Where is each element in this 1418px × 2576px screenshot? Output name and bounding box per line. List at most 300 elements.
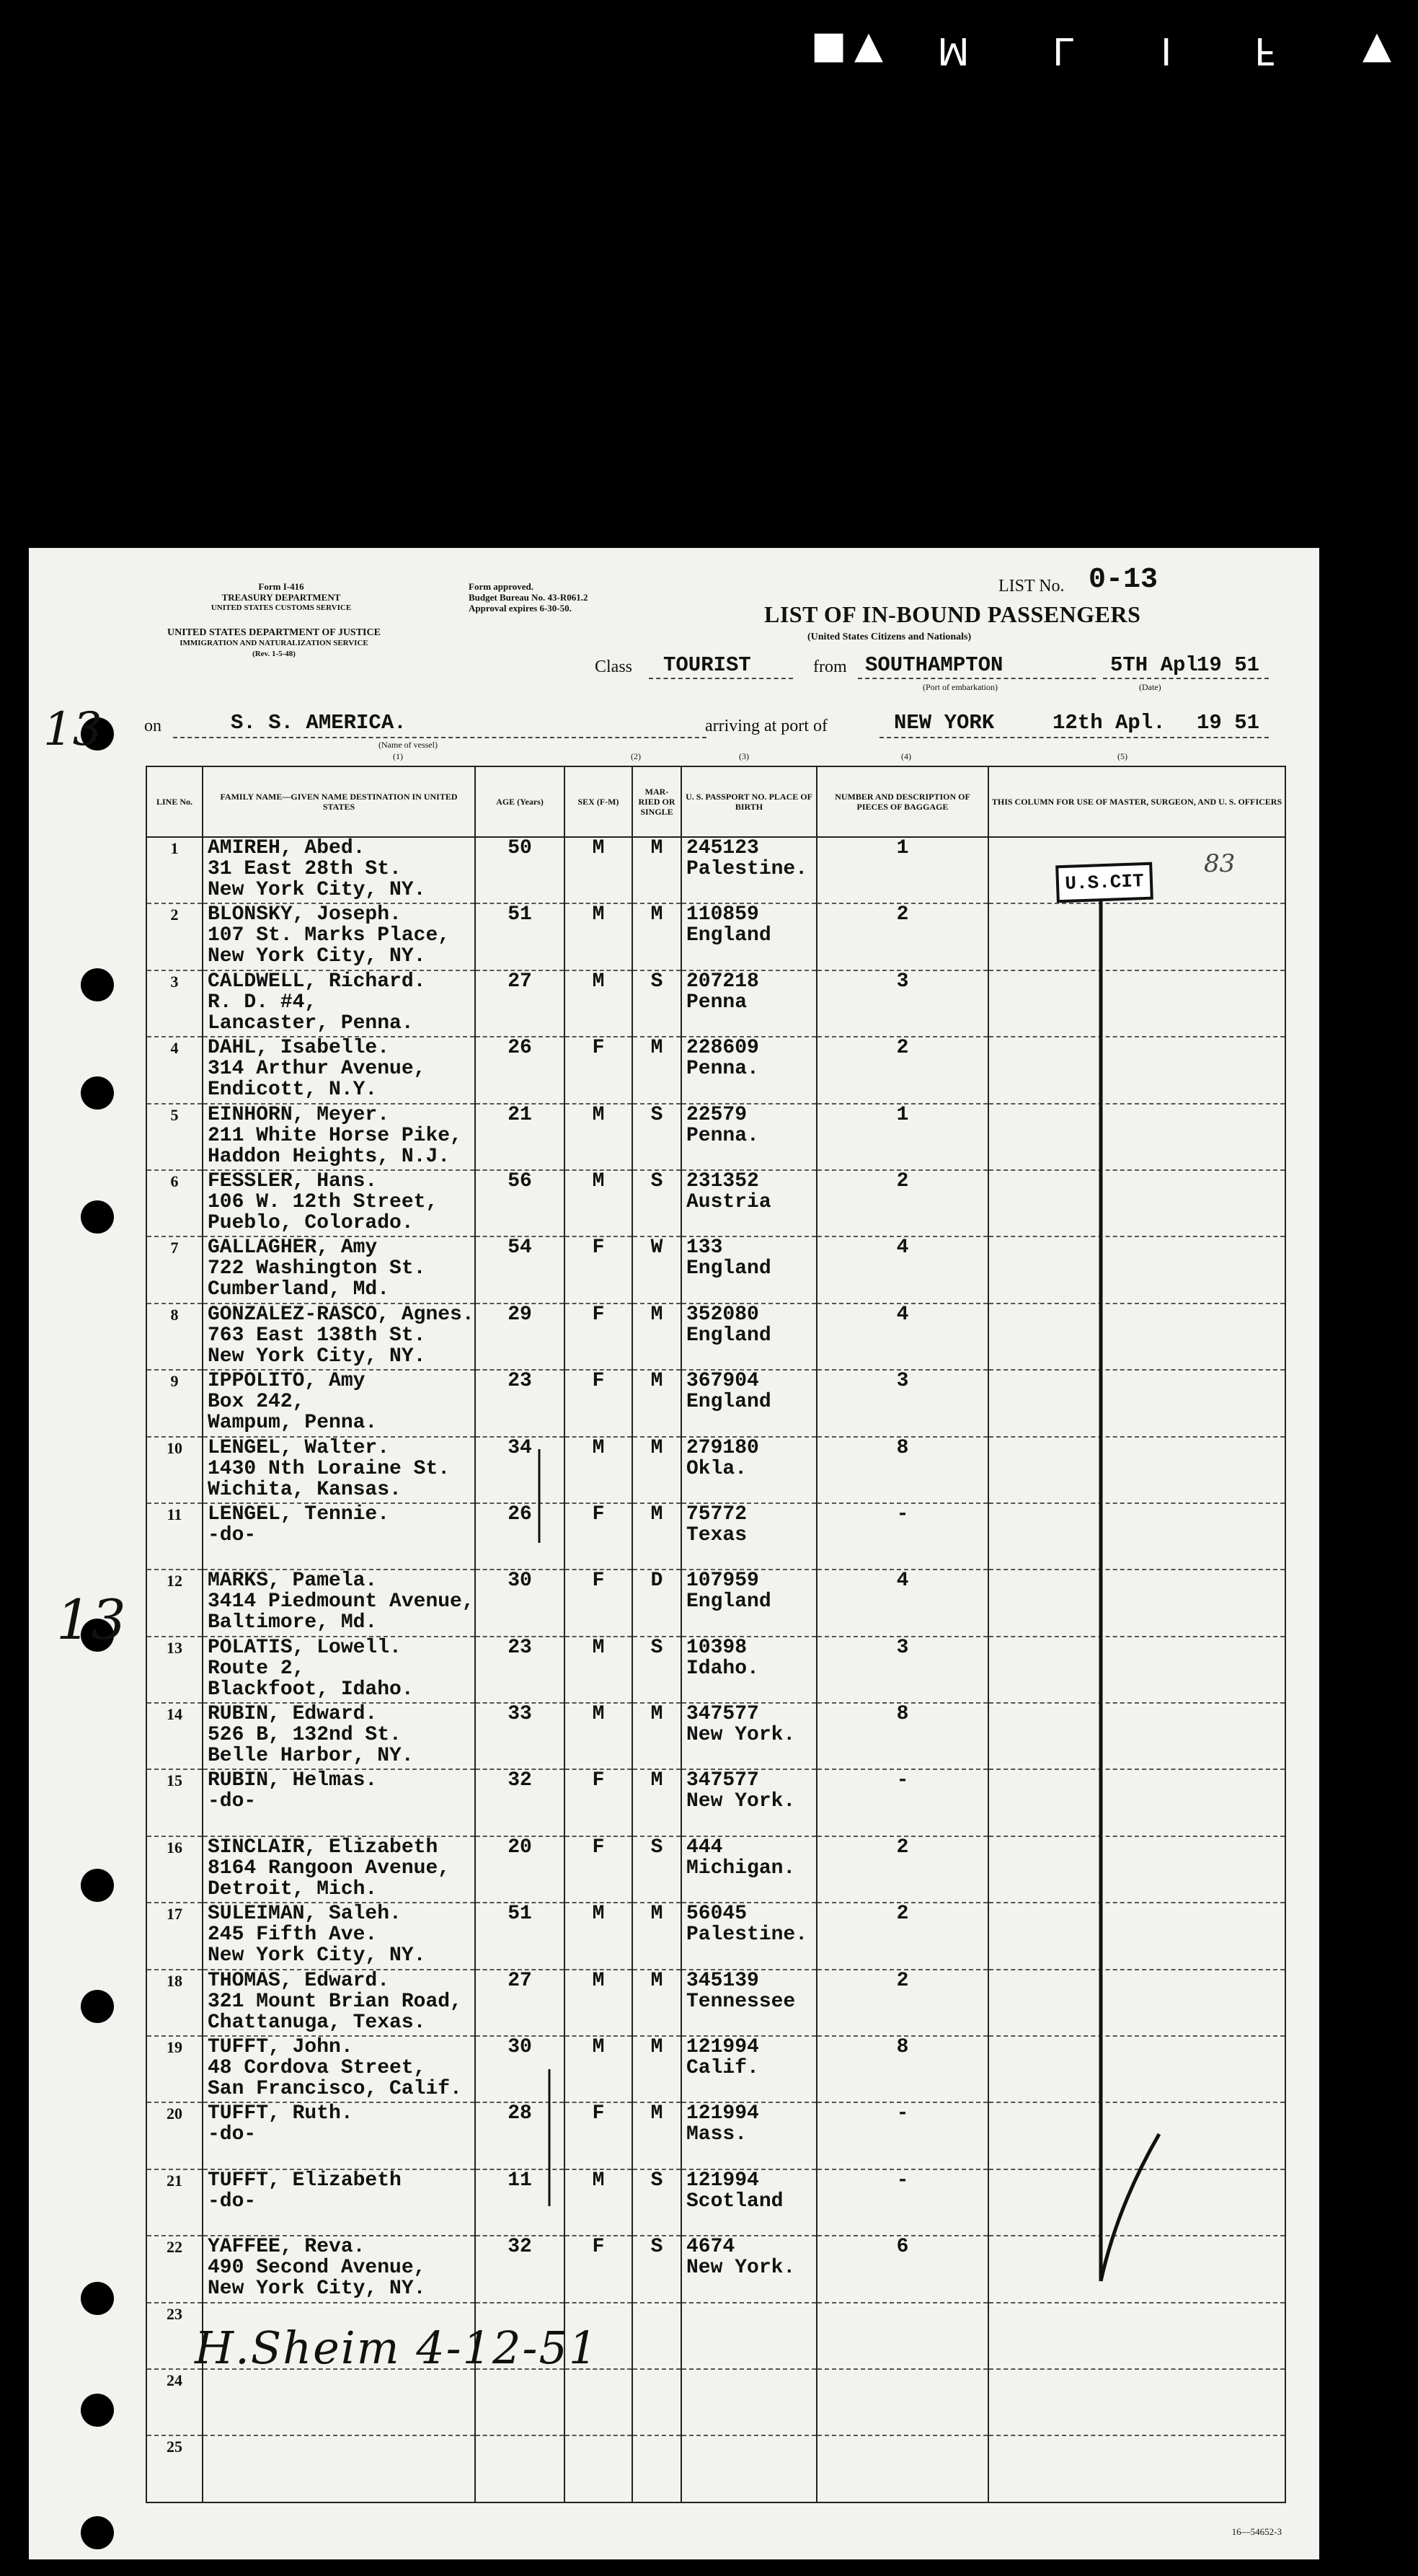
- passport-cell: [681, 1970, 817, 2036]
- line-number: 18: [167, 1971, 182, 1990]
- passenger-name: SULEIMAN, Saleh.: [208, 1903, 402, 1926]
- name-destination-cell: [203, 1836, 475, 1903]
- name-destination-cell: [203, 1037, 475, 1103]
- passport-number: 207218: [686, 970, 759, 993]
- age-cell: [475, 1570, 564, 1636]
- baggage-count: 2: [896, 1169, 909, 1192]
- table-row: [146, 1236, 1285, 1303]
- marital-status: M: [650, 1903, 663, 1926]
- place-of-birth: New York.: [686, 1790, 796, 1813]
- marital-status: M: [650, 1969, 663, 1992]
- line-number-cell: [146, 970, 203, 1037]
- marital-status: M: [650, 1769, 663, 1792]
- age-cell: [475, 903, 564, 970]
- age: 26: [508, 1502, 532, 1526]
- passenger-name: GALLAGHER, Amy: [208, 1236, 378, 1260]
- film-mark-square: ■: [811, 29, 847, 72]
- address-line-2: New York City, NY.: [208, 2278, 426, 2301]
- married-cell: [632, 1970, 681, 2036]
- age: 23: [508, 1370, 532, 1393]
- age-cell: [475, 1370, 564, 1436]
- table-row: [146, 1503, 1285, 1570]
- sex: M: [592, 1969, 605, 1992]
- sex-cell: [564, 1304, 632, 1370]
- passenger-name: SINCLAIR, Elizabeth: [208, 1836, 438, 1859]
- married-cell: [632, 1304, 681, 1370]
- age: 32: [508, 2236, 532, 2259]
- sex: M: [592, 1436, 605, 1459]
- list-no-value: 0-13: [1089, 564, 1158, 596]
- officer-use-cell: [988, 1637, 1285, 1703]
- line-number: 15: [167, 1771, 182, 1790]
- class-underline: [649, 678, 793, 679]
- film-mark-i: I: [1161, 29, 1172, 72]
- address-line-1: 321 Mount Brian Road,: [208, 1990, 462, 2013]
- address-line-1: 48 Cordova Street,: [208, 2057, 426, 2080]
- sex-cell: [564, 1104, 632, 1170]
- name-destination-cell: [203, 1970, 475, 2036]
- passenger-name: THOMAS, Edward.: [208, 1969, 390, 1992]
- sex-cell: [564, 1836, 632, 1903]
- baggage-cell: [817, 2236, 988, 2302]
- sex-cell: [564, 2036, 632, 2102]
- marital-status: S: [650, 970, 663, 993]
- married-cell: [632, 1903, 681, 1969]
- officer-use-cell: [988, 1037, 1285, 1103]
- line-number: 2: [170, 906, 179, 924]
- punch-hole: [81, 2516, 114, 2549]
- name-destination-cell: [203, 1437, 475, 1503]
- passport-number: 345139: [686, 1969, 759, 1992]
- passport-cell: [681, 1370, 817, 1436]
- baggage-cell: [817, 1370, 988, 1436]
- name-destination-cell: [203, 1370, 475, 1436]
- passport-cell: [681, 1836, 817, 1903]
- passenger-name: CALDWELL, Richard.: [208, 970, 426, 993]
- baggage-cell: [817, 1104, 988, 1170]
- arrival-year: 19 51: [1197, 711, 1260, 735]
- address-line-1: 1430 Nth Loraine St.: [208, 1457, 451, 1480]
- line-number: 14: [167, 1705, 182, 1724]
- address-line-2: Chattanuga, Texas.: [208, 2011, 426, 2034]
- address-line-1: 763 East 138th St.: [208, 1324, 426, 1347]
- table-row: [146, 2435, 1285, 2502]
- baggage-count: 8: [896, 1703, 909, 1726]
- line-number-cell: [146, 1304, 203, 1370]
- baggage-count: 4: [896, 1303, 909, 1326]
- punch-hole: [81, 1869, 114, 1902]
- table-row: [146, 1037, 1285, 1103]
- passport-cell: [681, 2236, 817, 2302]
- passport-cell: [681, 1503, 817, 1570]
- punch-hole: [81, 968, 114, 1001]
- officer-use-cell: [988, 1170, 1285, 1236]
- from-label: from: [813, 658, 847, 676]
- line-number: 7: [170, 1239, 179, 1257]
- address-line-2: New York City, NY.: [208, 879, 426, 901]
- passport-number: 121994: [686, 2102, 759, 2125]
- baggage-cell: [817, 1703, 988, 1769]
- marital-status: M: [650, 1370, 663, 1393]
- baggage-count: -: [896, 1502, 909, 1526]
- age-cell: [475, 2435, 564, 2502]
- line-number: 21: [167, 2171, 182, 2190]
- age: 33: [508, 1703, 532, 1726]
- class-label: Class: [595, 658, 633, 676]
- line-number: 4: [170, 1039, 179, 1058]
- line-number: 8: [170, 1305, 179, 1324]
- film-mark-l: L: [1053, 29, 1073, 72]
- line-number: 6: [170, 1172, 179, 1190]
- table-row: [146, 2102, 1285, 2169]
- sex-cell: [564, 1903, 632, 1969]
- sex: M: [592, 970, 605, 993]
- married-cell: [632, 1236, 681, 1303]
- sex-cell: [564, 903, 632, 970]
- line-number: 24: [167, 2371, 182, 2389]
- address-line-1: 722 Washington St.: [208, 1257, 426, 1280]
- married-cell: [632, 1836, 681, 1903]
- address-line-1: 211 White Horse Pike,: [208, 1124, 462, 1147]
- baggage-count: 3: [896, 1370, 909, 1393]
- line-number: 19: [167, 2038, 182, 2057]
- place-of-birth: Palestine.: [686, 1924, 808, 1947]
- address-line-1: 3414 Piedmount Avenue,: [208, 1590, 474, 1614]
- sex-cell: [564, 1970, 632, 2036]
- officer-use-cell: [988, 1836, 1285, 1903]
- sex-cell: [564, 1370, 632, 1436]
- passenger-rows: [146, 837, 1285, 2502]
- sex-cell: [564, 1703, 632, 1769]
- age: 28: [508, 2102, 532, 2125]
- passenger-name: RUBIN, Edward.: [208, 1703, 378, 1726]
- table-row: [146, 970, 1285, 1037]
- name-destination-cell: [203, 2102, 475, 2169]
- officer-use-cell: [988, 2236, 1285, 2302]
- address-line-2: Wampum, Penna.: [208, 1412, 378, 1435]
- table-row: [146, 1703, 1285, 1769]
- address-line-1: -do-: [208, 2123, 257, 2146]
- line-number-cell: [146, 1769, 203, 1836]
- line-number-cell: [146, 1236, 203, 1303]
- baggage-cell: [817, 2303, 988, 2369]
- age-cell: [475, 1304, 564, 1370]
- officer-use-cell: [988, 1970, 1285, 2036]
- place-of-birth: Idaho.: [686, 1657, 759, 1680]
- department-name: TREASURY DEPARTMENT: [221, 592, 341, 603]
- address-line-2: Haddon Heights, N.J.: [208, 1145, 451, 1168]
- baggage-count: -: [896, 1769, 909, 1792]
- age-cell: [475, 837, 564, 903]
- sex: F: [592, 1370, 605, 1393]
- baggage-cell: [817, 1304, 988, 1370]
- age-cell: [475, 1703, 564, 1769]
- baggage-cell: [817, 1769, 988, 1836]
- list-no-label: LIST No.: [998, 577, 1065, 596]
- passenger-name: GONZALEZ-RASCO, Agnes.: [208, 1303, 474, 1326]
- passport-number: 22579: [686, 1103, 748, 1126]
- baggage-count: 4: [896, 1236, 909, 1260]
- age-cell: [475, 1970, 564, 2036]
- officer-use-cell: [988, 2369, 1285, 2435]
- age: 56: [508, 1169, 532, 1192]
- from-underline: [858, 678, 1096, 679]
- age: 21: [508, 1103, 532, 1126]
- address-line-2: Belle Harbor, NY.: [208, 1745, 414, 1768]
- married-cell: [632, 2169, 681, 2236]
- punch-hole: [81, 1990, 114, 2023]
- baggage-cell: [817, 2169, 988, 2236]
- line-number: 22: [167, 2238, 182, 2257]
- vessel-caption: (Name of vessel): [378, 740, 438, 750]
- passport-number: 133: [686, 1236, 723, 1260]
- address-line-2: Blackfoot, Idaho.: [208, 1678, 414, 1701]
- baggage-cell: [817, 1170, 988, 1236]
- passport-cell: [681, 2036, 817, 2102]
- table-header-row: [146, 766, 1285, 837]
- age: 54: [508, 1236, 532, 1260]
- age-cell: [475, 1836, 564, 1903]
- table-row: [146, 2369, 1285, 2435]
- table-row: [146, 1304, 1285, 1370]
- table-row: [146, 1836, 1285, 1903]
- age: 26: [508, 1037, 532, 1060]
- sex: F: [592, 1570, 605, 1593]
- baggage-cell: [817, 970, 988, 1037]
- baggage-count: 2: [896, 1836, 909, 1859]
- passport-number: 75772: [686, 1502, 748, 1526]
- line-number-cell: [146, 903, 203, 970]
- married-cell: [632, 1104, 681, 1170]
- age: 27: [508, 1969, 532, 1992]
- form-header-treasury: [195, 581, 368, 614]
- line-number: 1: [170, 839, 179, 857]
- name-destination-cell: [203, 903, 475, 970]
- name-destination-cell: [203, 1570, 475, 1636]
- film-mark-triangle-left: ▼: [854, 29, 883, 72]
- line-number-cell: [146, 2236, 203, 2302]
- age: 20: [508, 1836, 532, 1859]
- film-mark-f: F: [1254, 29, 1276, 72]
- passenger-name: LENGEL, Tennie.: [208, 1502, 390, 1526]
- age: 51: [508, 903, 532, 926]
- line-number-cell: [146, 1104, 203, 1170]
- passport-number: 121994: [686, 2169, 759, 2192]
- married-cell: [632, 1703, 681, 1769]
- film-strip-marks: [793, 29, 1418, 72]
- age-cell: [475, 1104, 564, 1170]
- line-number-cell: [146, 2102, 203, 2169]
- punch-hole: [81, 2394, 114, 2427]
- age-cell: [475, 1903, 564, 1969]
- sex-cell: [564, 837, 632, 903]
- baggage-count: -: [896, 2169, 909, 2192]
- line-number-cell: [146, 837, 203, 903]
- married-cell: [632, 2236, 681, 2302]
- form-header-justice: [130, 627, 418, 660]
- age-cell: [475, 970, 564, 1037]
- sex: M: [592, 1703, 605, 1726]
- place-of-birth: Palestine.: [686, 858, 808, 880]
- table-row: [146, 2236, 1285, 2302]
- age-cell: [475, 2036, 564, 2102]
- film-mark-triangle-right: ▼: [1362, 29, 1391, 72]
- sex-cell: [564, 2435, 632, 2502]
- line-number: 20: [167, 2104, 182, 2123]
- marital-status: S: [650, 1103, 663, 1126]
- baggage-count: 8: [896, 2036, 909, 2059]
- name-destination-cell: [203, 2435, 475, 2502]
- col-3-caption: (3): [739, 751, 749, 761]
- officer-use-cell: [988, 2169, 1285, 2236]
- passenger-table: [146, 766, 1286, 2503]
- on-label: on: [144, 717, 161, 735]
- col-2-caption: (2): [631, 751, 641, 761]
- baggage-cell: [817, 1037, 988, 1103]
- passport-cell: [681, 837, 817, 903]
- sex: F: [592, 2102, 605, 2125]
- passenger-name: MARKS, Pamela.: [208, 1570, 378, 1593]
- sex-cell: [564, 2236, 632, 2302]
- passport-cell: [681, 2369, 817, 2435]
- name-destination-cell: [203, 970, 475, 1037]
- marital-status: S: [650, 1836, 663, 1859]
- line-number-cell: [146, 2036, 203, 2102]
- margin-number: 13: [43, 703, 102, 756]
- place-of-birth: Tennessee: [686, 1990, 796, 2013]
- col-passport-header: U. S. PASSPORT NO. PLACE OF BIRTH: [681, 766, 817, 837]
- address-line-1: R. D. #4,: [208, 991, 317, 1014]
- table-row: [146, 2036, 1285, 2102]
- married-cell: [632, 837, 681, 903]
- married-cell: [632, 1370, 681, 1436]
- address-line-2: Pueblo, Colorado.: [208, 1211, 414, 1234]
- marital-status: D: [650, 1570, 663, 1593]
- passport-cell: [681, 1903, 817, 1969]
- from-caption: (Port of embarkation): [923, 682, 998, 692]
- passport-number: 10398: [686, 1636, 748, 1659]
- service-name: UNITED STATES CUSTOMS SERVICE: [211, 603, 352, 612]
- line-number: 10: [167, 1438, 182, 1457]
- age: 29: [508, 1303, 532, 1326]
- officer-use-cell: [988, 1703, 1285, 1769]
- passport-cell: [681, 2435, 817, 2502]
- married-cell: [632, 2036, 681, 2102]
- name-destination-cell: [203, 2036, 475, 2102]
- passport-cell: [681, 1037, 817, 1103]
- place-of-birth: Scotland: [686, 2190, 784, 2213]
- from-value: SOUTHAMPTON: [865, 653, 1003, 677]
- marital-status: M: [650, 2102, 663, 2125]
- name-destination-cell: [203, 837, 475, 903]
- class-value: TOURIST: [663, 653, 751, 677]
- address-line-2: Wichita, Kansas.: [208, 1478, 402, 1501]
- address-line-2: Endicott, N.Y.: [208, 1079, 378, 1102]
- address-line-1: 490 Second Avenue,: [208, 2257, 426, 2280]
- form-subtitle: (United States Citizens and Nationals): [807, 632, 972, 642]
- passport-cell: [681, 2303, 817, 2369]
- age-cell: [475, 1637, 564, 1703]
- line-number-cell: [146, 2169, 203, 2236]
- passport-cell: [681, 1170, 817, 1236]
- baggage-cell: [817, 1503, 988, 1570]
- baggage-cell: [817, 1836, 988, 1903]
- name-destination-cell: [203, 1236, 475, 1303]
- vessel-column-number: (1): [393, 751, 403, 761]
- married-cell: [632, 1637, 681, 1703]
- passport-cell: [681, 2102, 817, 2169]
- age: 11: [508, 2169, 532, 2192]
- col-sex-header: SEX (F-M): [564, 766, 632, 837]
- form-approval: [469, 581, 642, 614]
- line-number-cell: [146, 1703, 203, 1769]
- col-name-header: FAMILY NAME—GIVEN NAME DESTINATION IN UNITED STATES: [203, 766, 475, 837]
- married-cell: [632, 1570, 681, 1636]
- justice-department: UNITED STATES DEPARTMENT OF JUSTICE: [167, 627, 381, 638]
- sex: F: [592, 2236, 605, 2259]
- name-destination-cell: [203, 1769, 475, 1836]
- age: 27: [508, 970, 532, 993]
- sex: M: [592, 1903, 605, 1926]
- sex-cell: [564, 2369, 632, 2435]
- baggage-cell: [817, 1236, 988, 1303]
- table-row: [146, 1437, 1285, 1503]
- approval-line-2: Budget Bureau No. 43-R061.2: [469, 592, 588, 603]
- address-line-1: 245 Fifth Ave.: [208, 1924, 378, 1947]
- passport-cell: [681, 1703, 817, 1769]
- address-line-1: Route 2,: [208, 1657, 305, 1680]
- place-of-birth: Penna: [686, 991, 748, 1014]
- officer-use-cell: [988, 903, 1285, 970]
- passport-number: 110859: [686, 903, 759, 926]
- sex: F: [592, 1502, 605, 1526]
- sex-cell: [564, 1769, 632, 1836]
- sex-cell: [564, 2102, 632, 2169]
- address-line-2: Detroit, Mich.: [208, 1877, 378, 1900]
- baggage-count: 2: [896, 903, 909, 926]
- passenger-name: LENGEL, Walter.: [208, 1436, 390, 1459]
- address-line-1: Box 242,: [208, 1391, 305, 1414]
- place-of-birth: England: [686, 924, 771, 947]
- baggage-count: 1: [896, 837, 909, 859]
- passport-cell: [681, 1637, 817, 1703]
- married-cell: [632, 903, 681, 970]
- name-destination-cell: [203, 1304, 475, 1370]
- passenger-name: TUFFT, Ruth.: [208, 2102, 353, 2125]
- passport-number: 444: [686, 1836, 723, 1859]
- passport-number: 352080: [686, 1303, 759, 1326]
- officer-use-cell: [988, 2036, 1285, 2102]
- table-row: [146, 1370, 1285, 1436]
- sex-cell: [564, 1637, 632, 1703]
- address-line-1: 526 B, 132nd St.: [208, 1724, 402, 1747]
- married-cell: [632, 970, 681, 1037]
- revision-date: (Rev. 1-5-48): [252, 650, 296, 658]
- col-age-header: AGE (Years): [475, 766, 564, 837]
- passport-cell: [681, 903, 817, 970]
- passport-number: 245123: [686, 837, 759, 859]
- place-of-birth: England: [686, 1590, 771, 1614]
- name-destination-cell: [203, 1703, 475, 1769]
- officer-use-cell: [988, 1304, 1285, 1370]
- baggage-cell: [817, 1903, 988, 1969]
- passport-number: 367904: [686, 1370, 759, 1393]
- married-cell: [632, 1170, 681, 1236]
- line-number-cell: [146, 1437, 203, 1503]
- passenger-name: POLATIS, Lowell.: [208, 1636, 402, 1659]
- address-line-2: Baltimore, Md.: [208, 1611, 378, 1634]
- age-cell: [475, 2236, 564, 2302]
